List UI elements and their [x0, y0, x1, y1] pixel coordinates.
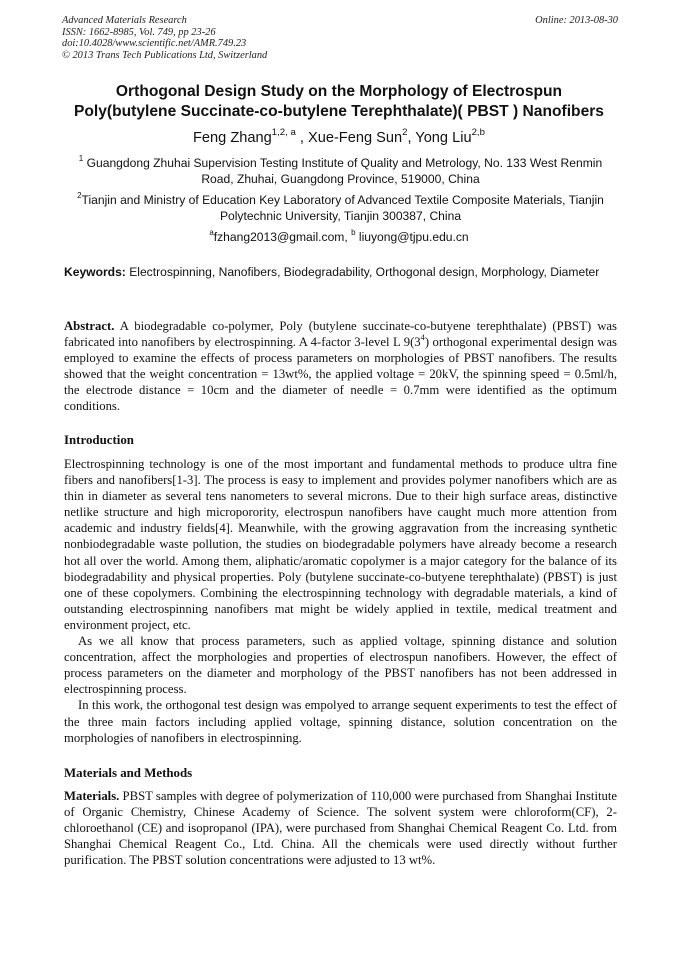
doi-line: doi:10.4028/www.scientific.net/AMR.749.23: [62, 38, 247, 50]
materials-text: PBST samples with degree of polymerization of 110,000 were purchased from Shanghai Institute of Organic Chemistry, Chinese Academy of Science. The solvent system were chloroform(CF), 2-chloroethanol (CE) and isopropanol (IPA), were purchased from Shanghai Chemical Reagent Co. Ltd. from Shanghai Chemical Reagent Co., Ltd. China. All the chemicals were used directly without further purification. The PBST solution concentrations were adjusted to 13 wt%.: [64, 789, 617, 868]
abstract-superscript: 4: [420, 333, 425, 343]
keywords-text: Electrospinning, Nanofibers, Biodegradability, Orthogonal design, Morphology, Diameter: [125, 265, 600, 279]
copyright-line: © 2013 Trans Tech Publications Ltd, Switzerland: [62, 49, 268, 61]
author-affiliation-marker: 2,b: [471, 127, 485, 139]
affiliation-marker: 2: [77, 191, 82, 201]
affiliation-text: Tianjin and Ministry of Education Key Laboratory of Advanced Textile Composite Materials, Tianjin Polytechnic University, Tianjin 300387, China: [81, 193, 604, 223]
affiliation-2: [64, 192, 617, 224]
author-name: , Xue-Feng Sun: [295, 130, 403, 146]
email-marker: b: [351, 228, 356, 238]
keywords: [64, 265, 617, 281]
author-affiliation-marker: 2: [402, 127, 408, 139]
abstract-text: ) orthogonal experimental design was employed to examine the effects of process parameters on morphologies of PBST nanofibers. The results showed that the weight concentration = 13wt%, the applied voltage = 20kV, the spinning speed = 0.5ml/h, the electrode distance = 10cm and the diameter of needle = 0.7mm were identified as the optimum conditions.: [64, 335, 617, 414]
email-marker: a: [209, 228, 214, 238]
title-line-2: Poly(butylene Succinate-co-butylene Terephthalate)( PBST ) Nanofibers: [74, 103, 604, 120]
title-line-1: Orthogonal Design Study on the Morphology of Electrospun: [115, 83, 563, 100]
paper-title: [40, 82, 638, 122]
paragraph: As we all know that process parameters, such as applied voltage, spinning distance and solution concentration, affect the morphologies and properties of electrospun nanofibers. However, the effect of process parameters on the diameter and morphology of the PBST nanofibers has not been addressed in electrospinning process.: [64, 634, 617, 697]
journal-header: [62, 15, 618, 61]
paragraph: Electrospinning technology is one of the most important and fundamental methods to produce ultra fine fibers and nanofibers[1-3]. The process is easy to implement and provides polymer nanofibers which are as thin in diameter as several tens nanometers to several microns. Due to their high surface areas, distinctive netlike structure and high microporority, electrospun nanofibers have caught much more attention from academic and industry fields[4]. Meanwhile, with the growing aggravation from the increasing synthetic nonbiodegradable waste pollution, the studies on biodegradable polymers have already become a research hot all over the world. Among them, aliphatic/aromatic copolymer is a major category for the balance of its biodegradability and physical properties. Poly (butylene succinate-co-butyene terephthalate) (PBST) is just one of these copolymers. Combining the electrospinning technology with degradable materials, a kind of outstanding electrospinning nanofibers mat might be widely applied in textile, medical treatment and environment project, etc.: [64, 457, 617, 632]
keywords-label: Keywords:: [64, 265, 126, 279]
materials-paragraph: [64, 788, 617, 868]
abstract-label: Abstract.: [64, 319, 115, 333]
introduction-body: [64, 456, 617, 746]
affiliation-1: [64, 155, 617, 187]
methods-heading: Materials and Methods: [64, 766, 193, 780]
author-affiliation-marker: 1,2, a: [271, 127, 296, 139]
abstract-text: A biodegradable co-polymer, Poly (butylene succinate-co-butyene terephthalate) (PBST) was fabricated into nanofibers by electrospinning. A 4-factor 3-level L 9(3: [64, 319, 617, 350]
author-emails: [40, 230, 638, 245]
issn-line: ISSN: 1662-8985, Vol. 749, pp 23-26: [62, 26, 216, 38]
email-address: liuyong@tjpu.edu.cn: [355, 230, 469, 244]
introduction-heading: Introduction: [64, 433, 134, 447]
author-name: Feng Zhang: [193, 130, 272, 146]
materials-label: Materials.: [64, 789, 120, 803]
email-address: fzhang2013@gmail.com,: [213, 230, 352, 244]
online-date: Online: 2013-08-30: [535, 15, 618, 26]
paragraph: In this work, the orthogonal test design was empolyed to arrange sequent experiments to test the effect of the three main factors including applied voltage, spinning distance, solution concentration on the morphologies of nanofibers in electrospinning.: [64, 698, 617, 745]
abstract: [64, 318, 617, 415]
journal-name: Advanced Materials Research: [62, 15, 187, 26]
affiliation-marker: 1: [78, 154, 84, 164]
author-list: [40, 129, 638, 147]
author-name: , Yong Liu: [407, 130, 472, 146]
affiliation-text: Guangdong Zhuhai Supervision Testing Institute of Quality and Metrology, No. 133 West Renmin Road, Zhuhai, Guangdong Province, 519000, China: [83, 156, 603, 186]
